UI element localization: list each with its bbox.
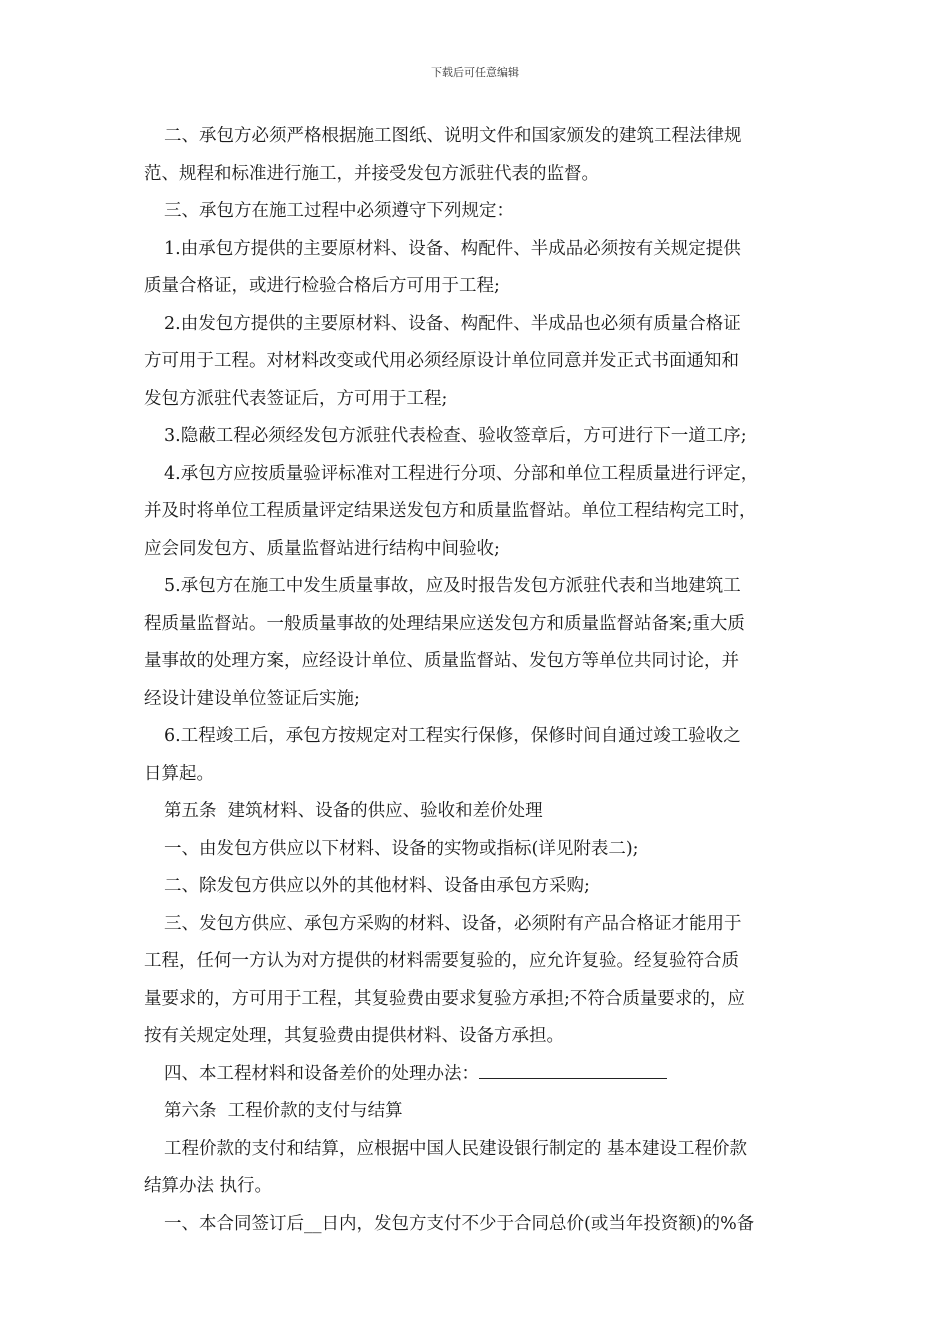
text-line: 二、除发包方供应以外的其他材料、设备由承包方采购; (164, 876, 590, 896)
text-line: 3.隐蔽工程必须经发包方派驻代表检查、验收签章后，方可进行下一道工序; (164, 426, 747, 446)
text-line: 程质量监督站。一般质量事故的处理结果应送发包方和质量监督站备案;重大质 (144, 613, 745, 634)
fill-in-blank (479, 1060, 667, 1079)
paragraph-2 (144, 193, 812, 231)
text-line: 一、由发包方供应以下材料、设备的实物或指标(详见附表二); (164, 838, 639, 859)
text-line: 应会同发包方、质量监督站进行结构中间验收; (144, 538, 500, 559)
text-line: 三、发包方供应、承包方采购的材料、设备，必须附有产品合格证才能用于 (164, 913, 742, 934)
paragraph-11 (144, 868, 812, 906)
paragraph-4 (144, 306, 812, 419)
text-line: 量事故的处理方案，应经设计单位、质量监督站、发包方等单位共同讨论，并 (144, 651, 739, 671)
paragraph-8 (144, 718, 812, 793)
text-line: 工程价款的支付和结算，应根据中国人民建设银行制定的 基本建设工程价款 (164, 1138, 748, 1159)
text-line: 经设计建设单位签证后实施; (144, 688, 360, 709)
text-line (144, 1056, 812, 1094)
text-line: 工程，任何一方认为对方提供的材料需要复验的，应允许复验。经复验符合质 (144, 951, 739, 971)
paragraph-15 (144, 1131, 812, 1206)
text-line: 二、承包方必须严格根据施工图纸、说明文件和国家颁发的建筑工程法律规 (164, 126, 742, 146)
text-line: 结算办法 执行。 (144, 1176, 273, 1196)
paragraph-16 (144, 1206, 812, 1244)
text-line: 1.由承包方提供的主要原材料、设备、构配件、半成品必须按有关规定提供 (164, 238, 741, 259)
text-line: 5.承包方在施工中发生质量事故，应及时报告发包方派驻代表和当地建筑工 (164, 576, 741, 596)
text-line: 4.承包方应按质量验评标准对工程进行分项、分部和单位工程质量进行评定， (164, 463, 759, 484)
paragraph-10 (144, 831, 812, 869)
text-line: 一、本合同签订后__日内，发包方支付不少于合同总价(或当年投资额)的%备 (164, 1213, 755, 1234)
paragraph-13 (144, 1056, 812, 1094)
paragraph-1 (144, 118, 812, 193)
text-line: 并及时将单位工程质量评定结果送发包方和质量监督站。单位工程结构完工时， (144, 501, 757, 521)
page-header: 下载后可任意编辑 (431, 66, 519, 79)
price-difference-label: 四、本工程材料和设备差价的处理办法： (164, 1063, 479, 1084)
text-line: 量要求的，方可用于工程，其复验费由要求复验方承担;不符合质量要求的，应 (144, 988, 745, 1009)
text-line: 2.由发包方提供的主要原材料、设备、构配件、半成品也必须有质量合格证 (164, 313, 741, 334)
text-line: 三、承包方在施工过程中必须遵守下列规定： (164, 201, 514, 221)
paragraph-3 (144, 231, 812, 306)
text-line: 按有关规定处理，其复验费由提供材料、设备方承担。 (144, 1026, 564, 1046)
paragraph-12 (144, 906, 812, 1056)
paragraph-5 (144, 418, 812, 456)
text-line: 方可用于工程。对材料改变或代用必须经原设计单位同意并发正式书面通知和 (144, 351, 739, 371)
text-line: 发包方派驻代表签证后，方可用于工程; (144, 388, 448, 409)
paragraph-7 (144, 568, 812, 718)
text-line: 日算起。 (144, 763, 214, 784)
text-line: 质量合格证，或进行检验合格后方可用于工程; (144, 276, 500, 296)
text-line: 6.工程竣工后，承包方按规定对工程实行保修，保修时间自通过竣工验收之 (164, 726, 741, 746)
paragraph-6 (144, 456, 812, 569)
document-body (144, 118, 812, 1243)
text-line: 第六条 工程价款的支付与结算 (164, 1101, 403, 1121)
section-heading-article-5 (144, 793, 812, 831)
text-line: 范、规程和标准进行施工，并接受发包方派驻代表的监督。 (144, 163, 599, 184)
section-heading-article-6 (144, 1093, 812, 1131)
text-line: 第五条 建筑材料、设备的供应、验收和差价处理 (164, 801, 543, 821)
